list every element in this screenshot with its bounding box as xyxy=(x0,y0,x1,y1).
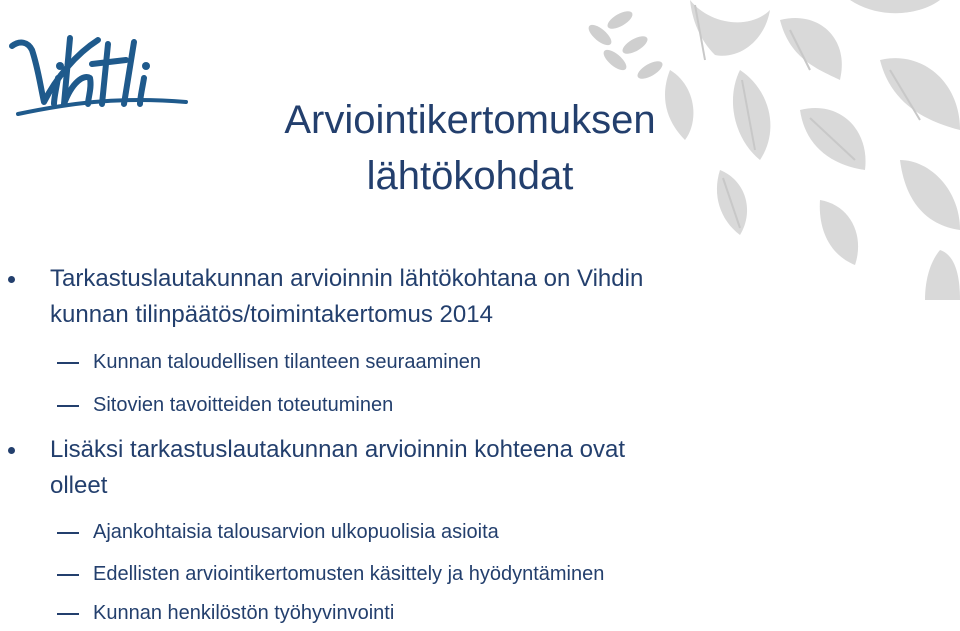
sub-bullet-text: Kunnan henkilöstön työhyvinvointi xyxy=(93,602,395,624)
bullet-text-line: kunnan tilinpäätös/toimintakertomus 2014 xyxy=(50,301,493,328)
sub-bullet-item xyxy=(93,350,481,374)
bullet-text-line: Lisäksi tarkastuslautakunnan arvioinnin kohteena ovat xyxy=(50,436,626,463)
bullet-text-line: Tarkastuslautakunnan arvioinnin lähtökohtana on Vihdin xyxy=(50,265,644,292)
bullet-dot-icon xyxy=(8,276,15,283)
dash-icon xyxy=(57,613,79,615)
dash-icon xyxy=(57,532,79,534)
sub-bullet-item xyxy=(93,393,393,417)
sub-bullet-text: Edellisten arviointikertomusten käsittely ja hyödyntäminen xyxy=(93,563,605,585)
bullet-text-line: olleet xyxy=(50,472,108,499)
sub-bullet-item xyxy=(93,601,394,625)
bullet-dot-icon xyxy=(8,447,15,454)
title-line-1: Arviointikertomuksen xyxy=(284,98,656,142)
title-line-2: lähtökohdat xyxy=(366,154,574,198)
dash-icon xyxy=(57,574,79,576)
bullet-item xyxy=(50,261,643,333)
sub-bullet-text: Ajankohtaisia talousarvion ulkopuolisia asioita xyxy=(93,521,499,543)
bullet-item xyxy=(50,432,625,504)
sub-bullet-item xyxy=(93,562,604,586)
dash-icon xyxy=(57,405,79,407)
sub-bullet-text: Sitovien tavoitteiden toteutuminen xyxy=(93,394,394,416)
sub-bullet-item xyxy=(93,520,499,544)
sub-bullet-text: Kunnan taloudellisen tilanteen seuraaminen xyxy=(93,351,482,373)
dash-icon xyxy=(57,362,79,364)
